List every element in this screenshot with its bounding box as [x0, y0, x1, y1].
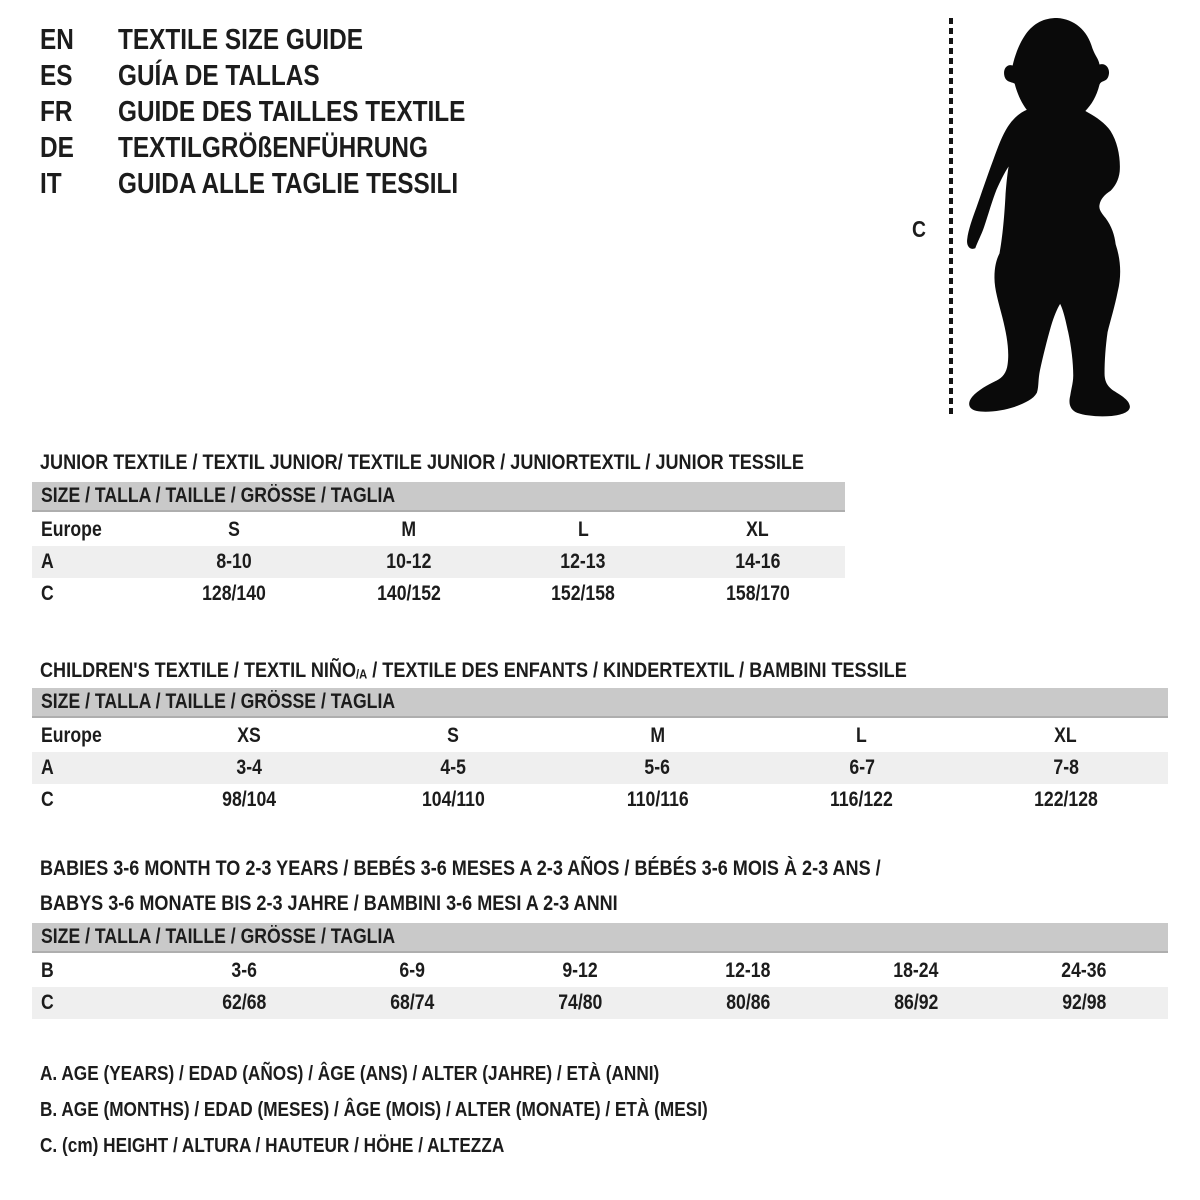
age-value: 12-13 — [560, 550, 606, 573]
toddler-silhouette-icon — [963, 16, 1135, 420]
height-value: 152/158 — [551, 582, 616, 605]
language-row-es — [40, 58, 532, 94]
language-code: EN — [40, 23, 74, 56]
row-label: Europe — [41, 724, 102, 747]
language-code: ES — [40, 59, 73, 92]
nino-gender-suffix: /A — [356, 666, 368, 682]
height-value: 80/86 — [725, 991, 771, 1014]
babies-section-title-line1: BABIES 3-6 MONTH TO 2-3 YEARS / BEBÉS 3-6 MESES A 2-3 AÑOS / BÉBÉS 3-6 MOIS À 2-3 ANS / — [40, 855, 881, 880]
children-section-title: CHILDREN'S TEXTILE / TEXTIL NIÑO/A / TEXTILE DES ENFANTS / KINDERTEXTIL / BAMBINI TESSILE — [40, 657, 907, 682]
table-row — [32, 546, 845, 578]
height-measure-label: C — [912, 216, 926, 242]
language-code: DE — [40, 131, 74, 164]
language-row-fr — [40, 94, 532, 130]
legend-notes — [40, 1056, 835, 1164]
height-value: 98/104 — [222, 788, 277, 811]
age-value: 8-10 — [216, 550, 252, 573]
age-months-value: 3-6 — [231, 959, 257, 982]
height-value: 116/122 — [830, 788, 894, 811]
row-label: B — [41, 959, 54, 982]
height-value: 74/80 — [557, 991, 603, 1014]
babies-size-header: SIZE / TALLA / TAILLE / GRÖSSE / TAGLIA — [32, 923, 1168, 953]
age-months-value: 12-18 — [725, 959, 771, 982]
language-row-de — [40, 130, 532, 166]
table-row — [32, 955, 1168, 987]
size-value: S — [447, 724, 460, 747]
legend-note-b: B. AGE (MONTHS) / EDAD (MESES) / ÂGE (MOIS) / ALTER (MONATE) / ETÀ (MESI) — [40, 1098, 708, 1121]
children-size-header: SIZE / TALLA / TAILLE / GRÖSSE / TAGLIA — [32, 688, 1168, 718]
legend-note-c: C. (cm) HEIGHT / ALTURA / HAUTEUR / HÖHE / ALTEZZA — [40, 1134, 505, 1157]
table-row — [32, 578, 845, 610]
legend-note-a: A. AGE (YEARS) / EDAD (AÑOS) / ÂGE (ANS) / ALTER (JAHRE) / ETÀ (ANNI) — [40, 1062, 660, 1085]
junior-size-table — [32, 482, 845, 610]
height-value: 110/116 — [626, 788, 689, 811]
age-value: 14-16 — [735, 550, 781, 573]
size-value: L — [856, 724, 868, 747]
size-value: XS — [237, 724, 261, 747]
age-months-value: 24-36 — [1061, 959, 1107, 982]
size-value: L — [577, 518, 589, 541]
size-value: XL — [1054, 724, 1078, 747]
row-label: A — [41, 550, 54, 573]
size-value: S — [228, 518, 241, 541]
row-label: C — [41, 788, 54, 811]
language-title: TEXTILGRÖßENFÜHRUNG — [118, 131, 428, 164]
table-row — [32, 514, 845, 546]
row-label: C — [41, 582, 54, 605]
babies-section-title-line2: BABYS 3-6 MONATE BIS 2-3 JAHRE / BAMBINI 3-6 MESI A 2-3 ANNI — [40, 890, 618, 915]
table-row — [32, 784, 1168, 816]
row-label: C — [41, 991, 54, 1014]
babies-size-table — [32, 923, 1168, 1019]
height-measure-dashed-line — [949, 18, 953, 416]
language-title: TEXTILE SIZE GUIDE — [118, 23, 363, 56]
age-months-value: 18-24 — [893, 959, 939, 982]
language-title-list — [40, 22, 532, 202]
language-row-en — [40, 22, 532, 58]
size-value: M — [401, 518, 417, 541]
age-value: 5-6 — [644, 756, 671, 779]
height-value: 140/152 — [376, 582, 441, 605]
age-value: 7-8 — [1053, 756, 1079, 779]
size-value: XL — [746, 518, 770, 541]
children-size-table — [32, 688, 1168, 816]
size-value: M — [650, 724, 665, 747]
language-row-it — [40, 166, 532, 202]
language-code: IT — [40, 167, 62, 200]
height-value: 86/92 — [893, 991, 939, 1014]
table-row — [32, 720, 1168, 752]
language-title: GUIDA ALLE TAGLIE TESSILI — [118, 167, 459, 200]
height-value: 62/68 — [221, 991, 267, 1014]
junior-section-title: JUNIOR TEXTILE / TEXTIL JUNIOR/ TEXTILE JUNIOR / JUNIORTEXTIL / JUNIOR TESSILE — [40, 449, 804, 474]
row-label: A — [41, 756, 54, 779]
height-value: 68/74 — [389, 991, 435, 1014]
height-value: 158/170 — [725, 582, 790, 605]
height-value: 122/128 — [1033, 788, 1098, 811]
age-value: 4-5 — [440, 756, 467, 779]
language-title: GUIDE DES TAILLES TEXTILE — [118, 95, 466, 128]
language-code: FR — [40, 95, 73, 128]
height-value: 104/110 — [421, 788, 485, 811]
age-value: 3-4 — [236, 756, 262, 779]
junior-size-header: SIZE / TALLA / TAILLE / GRÖSSE / TAGLIA — [32, 482, 845, 512]
table-row — [32, 987, 1168, 1019]
age-months-value: 9-12 — [562, 959, 598, 982]
height-value: 128/140 — [202, 582, 267, 605]
age-months-value: 6-9 — [399, 959, 425, 982]
table-row — [32, 752, 1168, 784]
height-value: 92/98 — [1061, 991, 1107, 1014]
language-title: GUÍA DE TALLAS — [118, 59, 320, 92]
row-label: Europe — [41, 518, 102, 541]
age-value: 6-7 — [848, 756, 875, 779]
age-value: 10-12 — [386, 550, 432, 573]
